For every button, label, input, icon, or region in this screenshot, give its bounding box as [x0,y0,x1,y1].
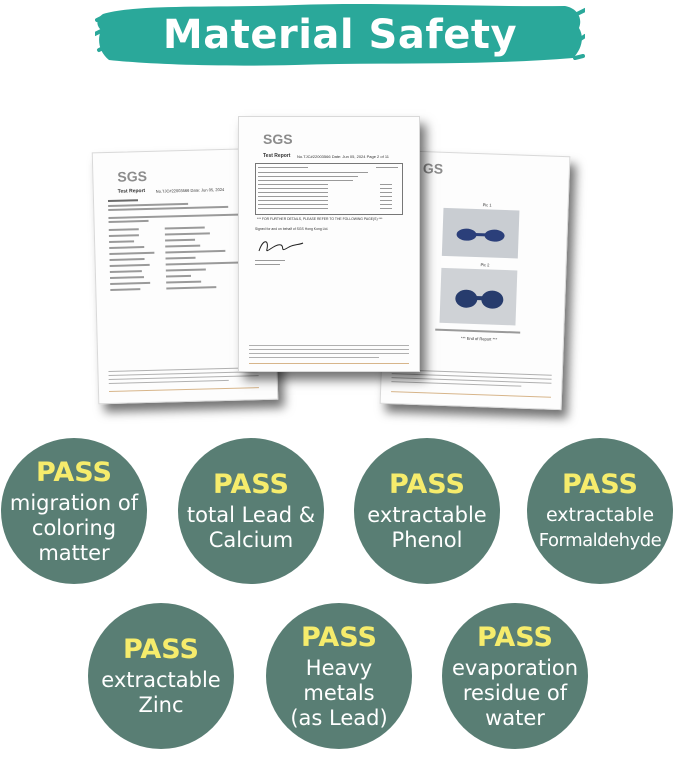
product-photo-1 [442,208,520,259]
sgs-logo: SGS [263,131,293,147]
pass-label: PASS [213,469,289,500]
test-name-line: Phenol [391,528,463,552]
pass-badge-evaporation-residue-of-water [442,603,588,749]
pass-label: PASS [477,621,553,653]
photo-caption-2: Pic 2 [480,262,490,268]
pass-label: PASS [562,469,638,500]
sgs-logo: GS [422,160,444,177]
results-table [255,163,403,215]
further-details-note: *** FOR FURTHER DETAILS, PLEASE REFER TO THE FOLLOWING PAGE(S) *** [257,217,383,221]
pass-badge-total-lead-calcium [178,438,324,584]
sgs-logo: SGS [117,167,148,185]
test-name-line: Calcium [208,528,294,552]
end-of-report: *** End of Report *** [460,335,498,342]
test-name-line: Zinc [138,693,184,717]
test-name-line: Heavy metals [303,655,375,705]
pass-badge-extractable-zinc [88,603,234,749]
test-name-line: migration of [9,490,139,515]
test-name-line: extractable [545,504,655,526]
test-name-line: water [485,705,545,730]
photo-caption-1: Pic 1 [482,202,492,208]
signature-caption: Signed for and on behalf of SGS Hong Kong Ltd. [255,227,329,231]
title-banner [95,0,585,70]
test-report-page-2 [238,116,420,372]
test-name-line: residue of [462,680,568,705]
test-name-line: extractable [367,503,487,527]
report-heading: Test Report [117,188,146,195]
pass-label: PASS [36,456,112,488]
pass-badge-extractable-formaldehyde [527,438,673,584]
test-name-line: (as Lead) [290,705,388,730]
test-name-line: matter [38,540,110,565]
report-meta: No.TJC#22003566 Date: Jun 05, 2024 [155,186,225,194]
report-meta: No.TJC#22003566 Date: Jun 05, 2024 Page 2 of 11 [297,154,389,159]
pass-label: PASS [301,621,377,653]
test-name-line: coloring [31,515,117,540]
test-name-line: evaporation [451,655,579,680]
page-title: Material Safety [162,12,518,58]
pass-label: PASS [123,634,199,665]
signature [255,235,305,257]
pass-label: PASS [389,469,465,500]
pass-badge-heavy-metals [266,603,412,749]
test-name-line: Formaldehyde [538,530,662,551]
product-photo-2 [439,268,517,326]
pass-badge-migration-of-coloring-matter [1,438,147,584]
report-heading: Test Report [263,153,291,159]
pass-badge-extractable-phenol [354,438,500,584]
test-name-line: extractable [101,668,221,692]
test-name-line: total Lead & [186,503,316,527]
